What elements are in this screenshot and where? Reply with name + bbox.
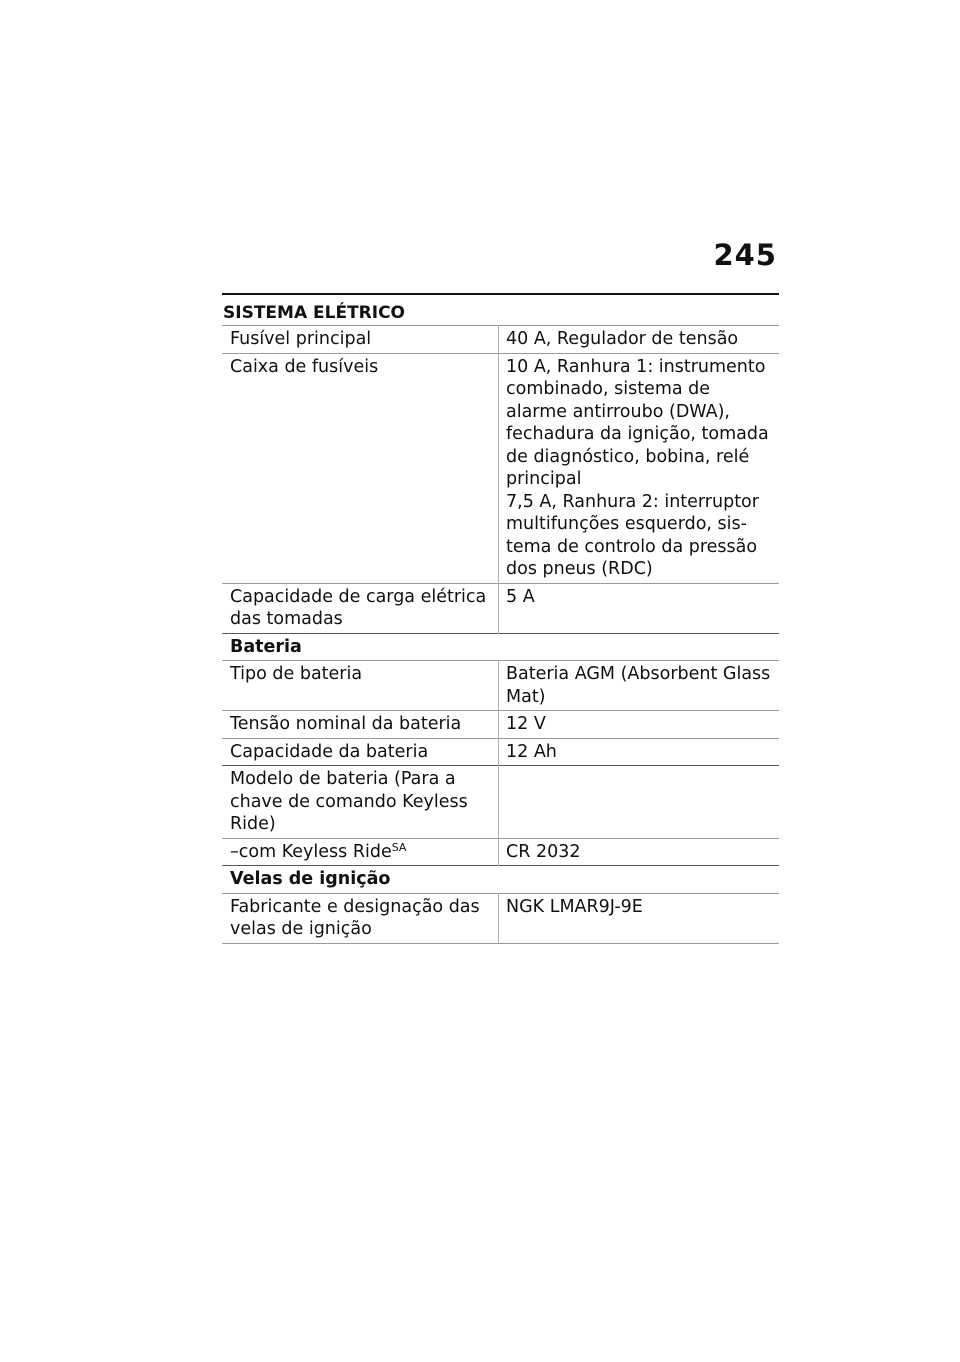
table-row [222, 583, 779, 633]
keyless-label: –com Keyless Ride [230, 841, 392, 862]
spec-label: Tipo de bateria [222, 661, 499, 711]
spec-value: 12 V [499, 711, 780, 739]
battery-heading: Bateria [222, 633, 779, 661]
spec-label: Modelo de bateria (Para a chave de comando Keyless Ride) [222, 766, 499, 839]
spec-value: Bateria AGM (Absorbent Glass Mat) [499, 661, 780, 711]
table-row [222, 893, 779, 943]
special-accessory-mark: SA [391, 840, 407, 854]
table-row [222, 661, 779, 711]
spec-label: Capacidade da bateria [222, 738, 499, 766]
section-rule [222, 293, 779, 295]
spec-label: Fabricante e designação das velas de ignição [222, 893, 499, 943]
fuse-slot-2: 7,5 A, Ranhura 2: interruptor multifunções esquerdo, sistema de controlo da pressão dos pneus (RDC) [506, 491, 759, 579]
spark-plugs-heading: Velas de ignição [222, 866, 779, 894]
table-row [222, 353, 779, 583]
spec-label: Capacidade de carga elétrica das tomadas [222, 583, 499, 633]
spec-value: NGK LMAR9J-9E [499, 893, 780, 943]
subheading-row [222, 633, 779, 661]
spec-value: 12 Ah [499, 738, 780, 766]
subheading-row [222, 866, 779, 894]
spec-value [499, 766, 780, 839]
table-row [222, 738, 779, 766]
table-row [222, 838, 779, 866]
spec-label: Tensão nominal da bateria [222, 711, 499, 739]
spec-label [222, 838, 499, 866]
table-row [222, 326, 779, 354]
section-title: SISTEMA ELÉTRICO [223, 303, 406, 323]
table-row [222, 711, 779, 739]
table-row [222, 766, 779, 839]
page-number: 245 [713, 238, 777, 272]
spec-value: 5 A [499, 583, 780, 633]
spec-label: Fusível principal [222, 326, 499, 354]
spec-value: CR 2032 [499, 838, 780, 866]
electrical-system-section [222, 293, 779, 944]
spec-table [222, 325, 779, 944]
fuse-slot-1: 10 A, Ranhura 1: instrumento combinado, sistema de alarme antirroubo (DWA), fechadura da ignição, tomada de diagnóstico, bobina, relé principal [506, 356, 769, 489]
spec-value [499, 353, 780, 583]
spec-label: Caixa de fusíveis [222, 353, 499, 583]
spec-value: 40 A, Regulador de tensão [499, 326, 780, 354]
